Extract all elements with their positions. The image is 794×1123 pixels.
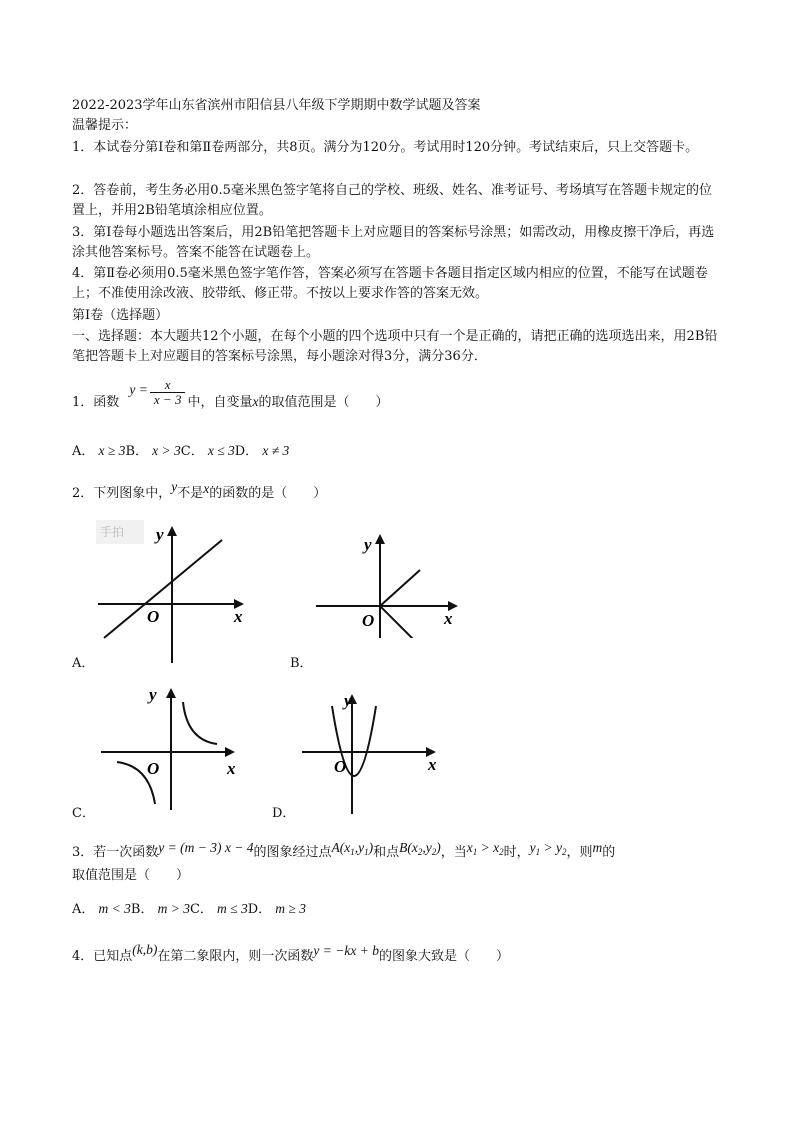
tips-heading: 温馨提示：	[72, 118, 138, 133]
question-1	[72, 377, 724, 417]
x-axis-label: x	[227, 759, 236, 778]
graph-c	[95, 682, 245, 812]
section-intro: 一、选择题：本大题共12个小题，在每个小题的四个选项中只有一个是正确的，请把正确的选项选出来，用2B铅笔把答题卡上对应题目的答案标号涂黑，每小题涂对得3分，满分36分．	[72, 329, 718, 364]
y-axis-label: y	[344, 691, 352, 710]
q3-point-a-x: A(x	[331, 840, 351, 855]
q1-option-b-label: B．	[125, 444, 148, 459]
graph-c-label: C．	[72, 806, 95, 821]
x-axis-arrow	[225, 747, 235, 757]
q2-var-x: x	[203, 481, 210, 496]
q3-option-b: m > 3	[157, 901, 190, 916]
q1-var: x	[252, 394, 259, 409]
q3-option-d-label: D．	[247, 902, 272, 917]
q4-suffix: 的图象大致是（ ）	[378, 949, 509, 964]
q3-option-d: m ≥ 3	[275, 901, 306, 916]
q1-option-a: x ≥ 3	[98, 443, 126, 458]
q3-cond-y2: > y	[540, 840, 562, 855]
origin-label: O	[362, 611, 375, 630]
q1-suffix: 的取值范围是（ ）	[258, 395, 389, 410]
q2-suffix: 的函数的是（ ）	[209, 486, 327, 501]
q1-option-c: x ≤ 3	[207, 443, 235, 458]
graph-d	[296, 686, 446, 816]
q3-point-a-sub2: 1	[364, 847, 369, 857]
q3-cond-x2-sub: 2	[499, 847, 504, 857]
q3-point-b-y: ,y	[422, 840, 432, 855]
q3-cond-x1-sub: 1	[472, 847, 478, 857]
q3-point-b-sub1: 2	[417, 847, 423, 857]
q3-condition-y	[530, 840, 567, 855]
graph-a-line	[104, 540, 222, 638]
q1-func-lhs: y =	[129, 382, 148, 397]
q3-cond-y1: y	[529, 840, 536, 855]
question-3	[72, 842, 724, 866]
q1-option-d: x ≠ 3	[262, 443, 290, 458]
q1-prefix: 1．函数	[72, 395, 120, 410]
q1-frac-denominator: x − 3	[150, 392, 186, 407]
graph-d-label: D．	[272, 806, 296, 821]
question-4	[72, 942, 724, 967]
x-axis-label: x	[444, 609, 453, 628]
q4-function: y = −kx + b	[313, 943, 379, 958]
q3-option-c: m ≤ 3	[217, 901, 248, 916]
q1-frac-numerator: x	[164, 377, 171, 392]
graph-b-upper-ray	[380, 570, 420, 606]
tip-2: 2．答卷前，考生务必用0.5毫米黑色签字笔将自己的学校、班级、姓名、准考证号、考场填写在答题卡规定的位置上，并用2B铅笔填涂相应位置。	[72, 183, 712, 218]
q3-cond-y1-sub: 1	[535, 847, 541, 857]
x-axis-label: x	[428, 755, 437, 774]
tip-3: 3．第Ⅰ卷每小题选出答案后，用2B铅笔把答题卡上对应题目的答案标号涂黑；如需改动，用橡皮擦干净后，再选涂其他答案标号。答案不能答在试题卷上。	[72, 225, 715, 260]
q3-point-b-x: B(x	[399, 840, 418, 855]
graph-b-label: B．	[290, 656, 313, 671]
q3-and: 和点	[373, 845, 400, 860]
q3-text: 的图象经过点	[253, 845, 332, 860]
q3-point-b-close: )	[436, 840, 441, 855]
q1-option-a-label: A．	[72, 444, 95, 459]
y-axis-arrow	[167, 526, 177, 536]
y-axis-label: y	[149, 685, 157, 704]
q4-mid: 在第二象限内，则一次函数	[157, 949, 314, 964]
q3-condition-x	[467, 840, 504, 855]
watermark-text: 手拍	[100, 525, 125, 539]
q3-point-a-sub1: 1	[350, 847, 355, 857]
q2-var-y: y	[171, 479, 178, 494]
q3-line2: 取值范围是（ ）	[72, 868, 190, 883]
q3-options	[72, 899, 724, 920]
q3-option-a-label: A．	[72, 902, 95, 917]
origin-label: O	[147, 607, 160, 626]
q3-function: y = (m − 3) x − 4	[158, 840, 254, 855]
q3-cond-y2-sub: 2	[561, 847, 567, 857]
q1-option-b: x > 3	[152, 443, 181, 458]
q1-mid: 中，自变量	[187, 395, 253, 410]
q3-shi: 时，	[503, 845, 530, 860]
q3-de: 的	[602, 845, 616, 860]
q4-point: (k,b)	[132, 942, 158, 957]
q3-point-b	[399, 840, 441, 855]
q3-point-a	[331, 840, 373, 855]
q1-fraction	[150, 378, 186, 407]
q3-prefix: 3．若一次函数	[72, 845, 159, 860]
q1-options	[72, 441, 724, 462]
y-axis-label: y	[156, 525, 164, 544]
q3-cond-x1: x	[466, 840, 473, 855]
q2-mid: 不是	[177, 486, 204, 501]
q3-option-b-label: B．	[130, 902, 154, 917]
graph-c-upper-branch	[183, 702, 217, 744]
y-axis-label: y	[364, 535, 372, 554]
tip-1: 1．本试卷分第Ⅰ卷和第Ⅱ卷两部分，共8页。满分为120分。考试用时120分钟。考试结束后，只上交答题卡。	[72, 140, 699, 155]
origin-label: O	[147, 759, 160, 778]
graph-a	[92, 518, 252, 668]
q3-option-c-label: C．	[189, 902, 213, 917]
q3-then: ，则	[566, 845, 593, 860]
tip-4: 4．第Ⅱ卷必须用0.5毫米黑色签字笔作答，答案必须写在答题卡各题目指定区域内相应的位置，不能写在试题卷上；不准使用涂改液、胶带纸、修正带。不按以上要求作答的答案无效。	[72, 266, 708, 301]
q1-option-d-label: D．	[234, 444, 259, 459]
graph-a-label: A．	[72, 656, 95, 671]
x-axis-label: x	[234, 607, 243, 626]
q3-when: ，当	[440, 845, 467, 860]
part-heading: 第Ⅰ卷（选择题）	[72, 308, 169, 323]
q3-point-a-y: ,y	[354, 840, 365, 855]
q3-cond-x2: > x	[477, 840, 500, 855]
q3-option-a: m < 3	[98, 901, 131, 916]
question-2	[72, 479, 724, 504]
y-axis-arrow	[375, 534, 385, 544]
q4-prefix: 4．已知点	[72, 949, 133, 964]
origin-label: O	[334, 757, 347, 776]
graph-b-lower-ray	[380, 606, 414, 638]
q1-option-c-label: C．	[180, 444, 204, 459]
y-axis-arrow	[166, 688, 176, 698]
q2-prefix: 2．下列图象中，	[72, 486, 172, 501]
q3-point-a-close: )	[368, 840, 374, 855]
graph-b	[310, 528, 470, 638]
q3-point-b-sub2: 2	[431, 847, 437, 857]
document-title: 2022-2023学年山东省滨州市阳信县八年级下学期期中数学试题及答案	[72, 98, 481, 113]
q3-var-m: m	[592, 840, 603, 855]
